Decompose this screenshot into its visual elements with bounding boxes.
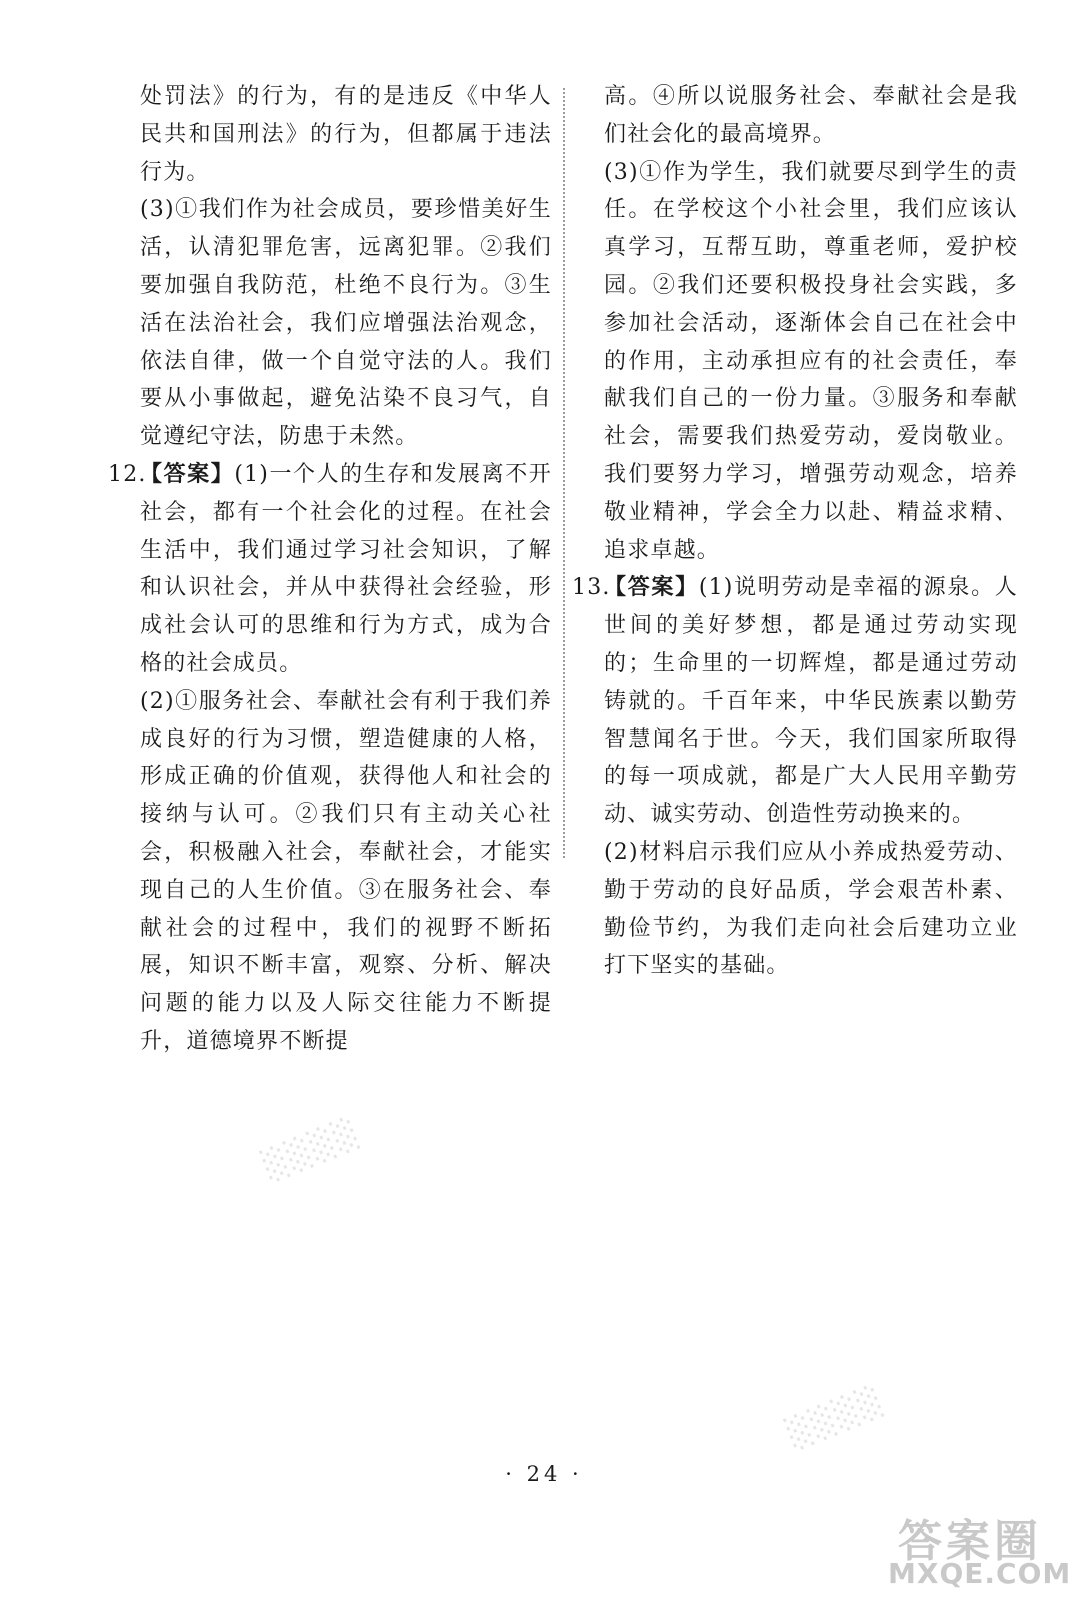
column-divider	[563, 88, 565, 858]
answer-text: (1)说明劳动是幸福的源泉。人世间的美好梦想，都是通过劳动实现的；生命里的一切辉煌，都是通过劳动铸就的。千百年来，中华民族素以勤劳智慧闻名于世。今天，我们国家所取得的每一项成就，都是广大人民用辛勤劳动、诚实劳动、创造性劳动换来的。	[604, 575, 1018, 828]
answer-text: (1)一个人的生存和发展离不开社会，都有一个社会化的过程。在社会生活中，我们通过学习社会知识，了解和认识社会，并从中获得社会经验，形成社会认可的思维和行为方式，成为合格的社会成员。	[140, 461, 552, 676]
watermark-logo	[880, 1505, 1080, 1595]
left-column	[108, 78, 552, 1061]
faint-watermark-stamp: ░░░░	[783, 1382, 890, 1453]
paragraph-q13-part2: (2)材料启示我们应从小养成热爱劳动、勤于劳动的良好品质，学会艰苦朴素、勤俭节约，为我们走向社会后建功立业打下坚实的基础。	[604, 839, 1018, 979]
answer-item-12	[108, 456, 552, 1061]
watermark-logo-url: MXQE.COM	[888, 1557, 1072, 1590]
paragraph-q13-part1	[604, 569, 1018, 834]
question-number: 12.	[108, 461, 147, 487]
paragraph-q12-continued: 高。④所以说服务社会、奉献社会是我们社会化的最高境界。	[604, 84, 1018, 147]
paragraph-q12-part2: (2)①服务社会、奉献社会有利于我们养成良好的行为习惯，塑造健康的人格，形成正确的价值观，获得他人和社会的接纳与认可。②我们只有主动关心社会，积极融入社会，奉献社会，才能实现自己的人生价值。③在服务社会、奉献社会的过程中，我们的视野不断拓展，知识不断丰富，观察、分析、解决问题的能力以及人际交往能力不断提升，道德境界不断提	[140, 688, 552, 1054]
page-number: · 24 ·	[505, 1462, 583, 1486]
paragraph-q11-continued: 处罚法》的行为，有的是违反《中华人民共和国刑法》的行为，但都属于违法行为。	[140, 84, 552, 185]
paragraph-q12-part1	[140, 456, 552, 683]
answer-item-13	[572, 569, 1018, 985]
answer-tag: 【答案】	[604, 575, 699, 601]
faint-watermark-stamp: ░░░░	[259, 1114, 366, 1185]
paragraph-q12-part3: (3)①作为学生，我们就要尽到学生的责任。在学校这个小社会里，我们应该认真学习，互帮互助，尊重老师，爱护校园。②我们还要积极投身社会实践，多参加社会活动，逐渐体会自己在社会中的作用，主动承担应有的社会责任，奉献我们自己的一份力量。③服务和奉献社会，需要我们热爱劳动，爱岗敬业。我们要努力学习，增强劳动观念，培养敬业精神，学会全力以赴、精益求精、追求卓越。	[604, 159, 1018, 563]
question-number: 13.	[572, 575, 611, 601]
answer-tag: 【答案】	[140, 461, 235, 487]
paragraph-q11-part3: (3)①我们作为社会成员，要珍惜美好生活，认清犯罪危害，远离犯罪。②我们要加强自我防范，杜绝不良行为。③生活在法治社会，我们应增强法治观念，依法自律，做一个自觉守法的人。我们要从小事做起，避免沾染不良习气，自觉遵纪守法，防患于未然。	[140, 197, 552, 450]
right-column	[572, 78, 1018, 985]
watermark-logo-text: 答案圈	[898, 1516, 1042, 1567]
